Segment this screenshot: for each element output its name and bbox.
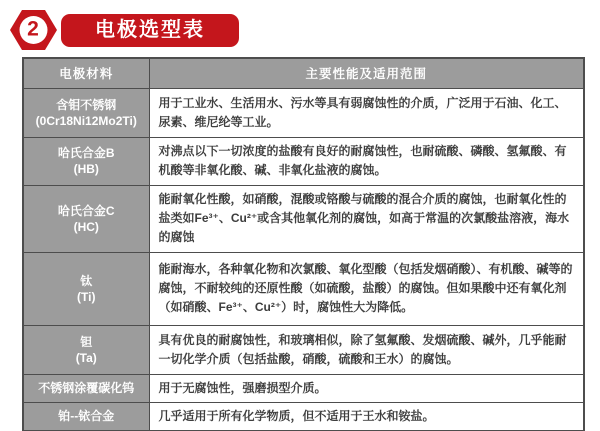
table-row [23, 185, 584, 252]
description-cell: 能耐氧化性酸，如硝酸，混酸或铬酸与硫酸的混合介质的腐蚀，也耐氧化性的盐类如Fe³⁺、Cu²⁺或含其他氧化剂的腐蚀，如高于常温的次氯酸盐溶液，海水的腐蚀 [149, 185, 584, 252]
material-name: 钽 [80, 334, 93, 349]
material-cell [23, 137, 149, 185]
table-row [23, 402, 584, 431]
page-header [8, 6, 239, 54]
badge-number: 2 [27, 17, 39, 41]
material-code: (Ta) [75, 350, 97, 365]
table-row [23, 374, 584, 402]
description-cell: 几乎适用于所有化学物质，但不适用于王水和铵盐。 [149, 402, 584, 431]
material-code: (0Cr18Ni12Mo2Ti) [35, 113, 137, 128]
material-name: 含钼不锈钢 [56, 97, 117, 112]
table-row [23, 137, 584, 185]
section-number-badge [8, 6, 58, 54]
material-cell [23, 252, 149, 325]
material-cell [23, 402, 149, 431]
electrode-selection-table [22, 57, 585, 431]
material-cell [23, 374, 149, 402]
description-cell: 对沸点以下一切浓度的盐酸有良好的耐腐蚀性，也耐硫酸、磷酸、氢氟酸、有机酸等非氧化酸、碱、非氧化盐液的腐蚀。 [149, 137, 584, 185]
column-header-description: 主要性能及适用范围 [149, 58, 584, 88]
material-name: 不锈钢涂覆碳化钨 [38, 381, 135, 395]
material-cell [23, 88, 149, 137]
material-code: (HB) [73, 162, 99, 176]
description-cell: 能耐海水，各种氧化物和次氯酸、氧化型酸（包括发烟硝酸）、有机酸、碱等的腐蚀，不耐较纯的还原性酸（如硫酸，盐酸）的腐蚀。但如果酸中还有氧化剂（如硝酸、Fe³⁺、Cu²⁺）时，腐蚀性大为降低。 [149, 252, 584, 325]
description-cell: 具有优良的耐腐蚀性，和玻璃相似，除了氢氟酸、发烟硫酸、碱外，几乎能耐一切化学介质（包括盐酸，硝酸，硫酸和王水）的腐蚀。 [149, 325, 584, 374]
table-header-row [23, 58, 584, 88]
material-name: 哈氏合金C [57, 203, 115, 218]
material-code: (HC) [73, 219, 99, 234]
material-name: 铂--铱合金 [58, 409, 115, 423]
material-code: (Ti) [77, 289, 96, 304]
material-name: 钛 [80, 273, 93, 288]
page-title: 电极选型表 [61, 14, 239, 47]
column-header-material: 电极材料 [23, 58, 149, 88]
table-row [23, 325, 584, 374]
description-cell: 用于无腐蚀性，强磨损型介质。 [149, 374, 584, 402]
table-row [23, 252, 584, 325]
material-cell [23, 185, 149, 252]
material-name: 哈氏合金B [57, 146, 115, 160]
description-cell: 用于工业水、生活用水、污水等具有弱腐蚀性的介质，广泛用于石油、化工、尿素、维尼纶等工业。 [149, 88, 584, 137]
table-row [23, 88, 584, 137]
material-cell [23, 325, 149, 374]
